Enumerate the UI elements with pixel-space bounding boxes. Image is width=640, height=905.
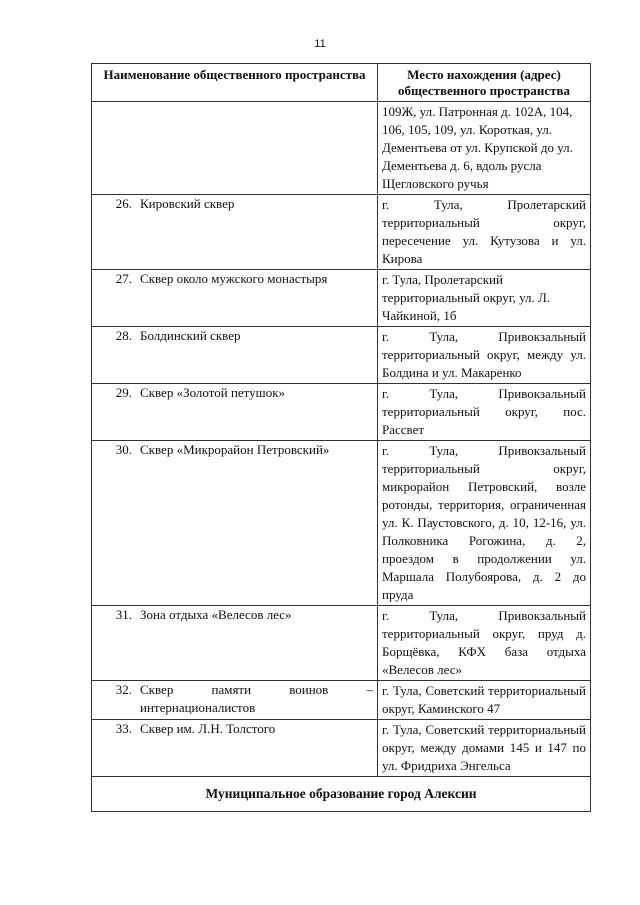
section-title: Муниципальное образование город Алексин [92, 777, 591, 812]
table-row [92, 270, 591, 327]
space-name: Болдинский сквер [140, 328, 241, 343]
space-name: Сквер памяти воинов – интернационалистов [140, 682, 373, 715]
space-name: Кировский сквер [140, 196, 235, 211]
row-number: 31. [115, 607, 132, 622]
row-number: 28. [115, 328, 132, 343]
address-cell: г. Тула, Пролетарский территориальный округ, пересечение ул. Кутузова и ул. Кирова [378, 195, 591, 270]
table-row [92, 327, 591, 384]
row-number: 33. [115, 721, 132, 736]
row-number: 26. [115, 196, 132, 211]
address-cell: 109Ж, ул. Патронная д. 102А, 104, 106, 105, 109, ул. Короткая, ул. Дементьева от ул. Крупской до ул. Дементьева д. 6, вдоль русла Щегловского ручья [378, 102, 591, 195]
row-number: 30. [115, 442, 132, 457]
address-cell: г. Тула, Советский территориальный округ, Каминского 47 [378, 681, 591, 720]
space-name: Сквер «Микрорайон Петровский» [140, 442, 330, 457]
table-row [92, 441, 591, 606]
table-row [92, 681, 591, 720]
space-name: Зона отдыха «Велесов лес» [140, 607, 292, 622]
row-number: 29. [115, 385, 132, 400]
header-address: Место нахождения (адрес) общественного пространства [378, 64, 591, 102]
table-header-row [92, 64, 591, 102]
space-name: Сквер им. Л.Н. Толстого [140, 721, 276, 736]
page-number: 11 [314, 38, 326, 50]
address-cell: г. Тула, Привокзальный территориальный округ, между ул. Болдина и ул. Макаренко [378, 327, 591, 384]
table-row-continuation [92, 102, 591, 195]
row-number: 32. [115, 682, 132, 697]
address-cell: г. Тула, Советский территориальный округ, между домами 145 и 147 по ул. Фридриха Энгельса [378, 720, 591, 777]
address-cell: г. Тула, Пролетарский территориальный округ, ул. Л. Чайкиной, 1б [378, 270, 591, 327]
space-name: Сквер около мужского монастыря [140, 271, 328, 286]
address-cell: г. Тула, Привокзальный территориальный округ, пруд д. Борщёвка, КФХ база отдыха «Велесов лес» [378, 606, 591, 681]
header-name: Наименование общественного пространства [92, 64, 378, 102]
table-row [92, 720, 591, 777]
table-row [92, 195, 591, 270]
table-row [92, 384, 591, 441]
public-spaces-table [91, 63, 591, 812]
name-cell-empty [92, 102, 378, 195]
space-name: Сквер «Золотой петушок» [140, 385, 286, 400]
section-row [92, 777, 591, 812]
row-number: 27. [115, 271, 132, 286]
address-cell: г. Тула, Привокзальный территориальный округ, микрорайон Петровский, возле ротонды, территория, ограниченная ул. К. Паустовского, д. 10, 12-16, ул. Полковника Рогожина, д. 2, проездом в продолжении ул. Маршала Полубоярова, д. 2 до пруда [378, 441, 591, 606]
address-cell: г. Тула, Привокзальный территориальный округ, пос. Рассвет [378, 384, 591, 441]
table-row [92, 606, 591, 681]
